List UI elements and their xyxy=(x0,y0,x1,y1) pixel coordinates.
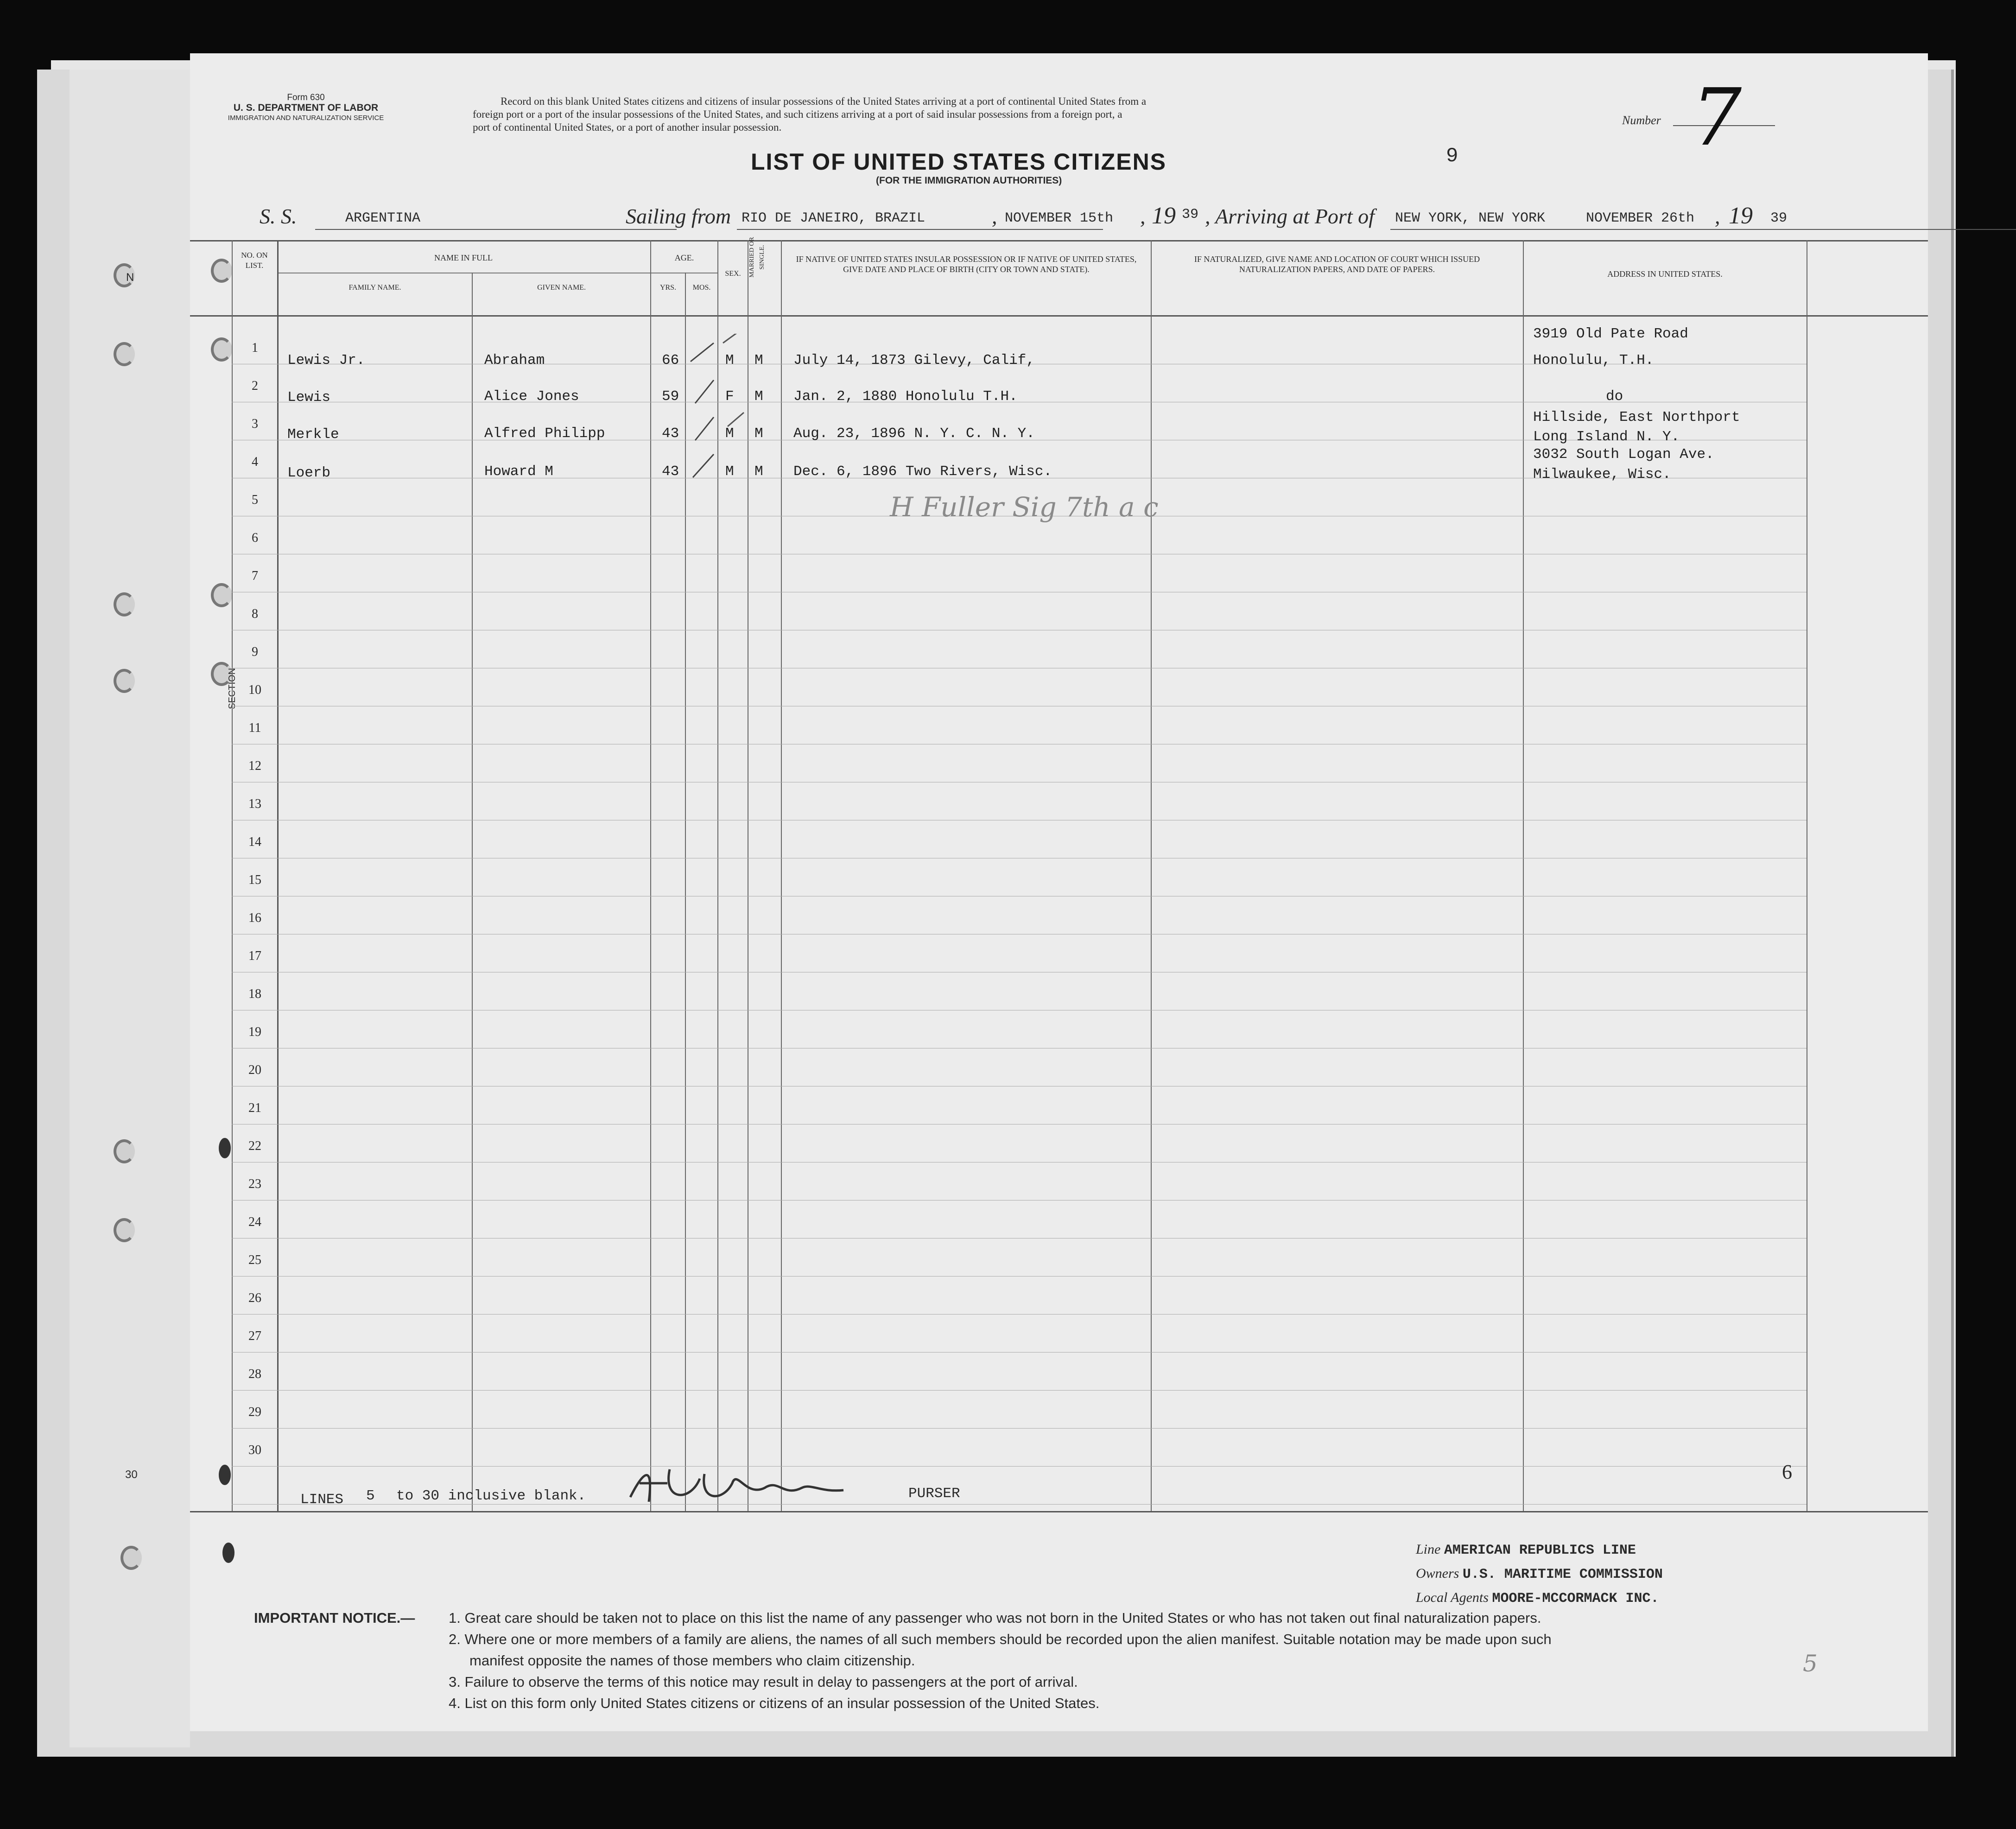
col-header-name: NAME IN FULL xyxy=(434,253,493,262)
row-number: 25 xyxy=(248,1253,261,1267)
col-divider xyxy=(232,240,233,1511)
row-number: 24 xyxy=(248,1215,261,1229)
ruled-line xyxy=(232,1314,1807,1315)
purser-label: PURSER xyxy=(908,1486,960,1502)
ruled-line xyxy=(232,1352,1807,1353)
row-number: 5 xyxy=(252,493,258,507)
binder-hole-icon xyxy=(114,1139,135,1163)
instructions-line: foreign port or a port of the insular possessions of the United States, and such citizens arriving at a port of said insular possessions from a foreign port, a xyxy=(473,108,1122,120)
sex: M xyxy=(725,352,734,368)
col-divider xyxy=(781,240,782,1511)
row-number: 7 xyxy=(252,569,258,583)
ss-label: S. S. xyxy=(260,204,297,228)
departure-date: NOVEMBER 15th xyxy=(1005,210,1114,226)
header-bottom-border xyxy=(190,315,1928,317)
col-header-no: NO. ON LIST. xyxy=(241,251,268,270)
margin-mark-n: N xyxy=(126,271,134,284)
year-prefix: 19 xyxy=(1729,203,1753,229)
marital-status: M xyxy=(754,464,763,480)
arriving-label: , Arriving at Port of xyxy=(1205,204,1375,228)
tick-marks xyxy=(686,334,751,482)
row-number: 29 xyxy=(248,1405,261,1419)
department: U. S. DEPARTMENT OF LABOR xyxy=(233,102,379,113)
age-years: 43 xyxy=(662,425,679,442)
departure-year: 39 xyxy=(1182,207,1199,222)
row-number: 14 xyxy=(248,835,261,849)
row-number: 20 xyxy=(248,1063,261,1077)
binder-hole-icon xyxy=(211,583,232,607)
row-number: 19 xyxy=(248,1025,261,1039)
row-number: 16 xyxy=(248,911,261,925)
row-number: 10 xyxy=(248,683,261,697)
underline xyxy=(737,229,1103,230)
given-name: Alice Jones xyxy=(484,388,579,405)
binder-hole-icon xyxy=(114,1218,135,1242)
sex: M xyxy=(725,464,734,480)
col-header-address: ADDRESS IN UNITED STATES. xyxy=(1607,269,1723,279)
col-divider xyxy=(472,273,473,1511)
col-divider xyxy=(1523,240,1524,1511)
birth-info: Aug. 23, 1896 N. Y. C. N. Y. xyxy=(793,425,1035,442)
binder-hole-icon xyxy=(114,342,135,366)
line-owners-block xyxy=(1416,1538,1663,1610)
row-number: 11 xyxy=(248,721,261,735)
pencil-annotation: H Fuller Sig 7th a c xyxy=(890,491,1159,523)
binder-hole-icon xyxy=(114,669,135,693)
col-header-age: AGE. xyxy=(674,253,694,262)
instructions xyxy=(473,95,1553,134)
line-value: AMERICAN REPUBLICS LINE xyxy=(1444,1543,1636,1558)
address-line: 3032 South Logan Ave. xyxy=(1533,446,1714,463)
row-number: 21 xyxy=(248,1101,261,1115)
row-number: 2 xyxy=(252,379,258,393)
binder-strip xyxy=(70,70,190,1747)
table-bottom-border xyxy=(190,1511,1928,1512)
notice-item: 2. Where one or more members of a family are aliens, the names of all such members should be recorded upon the alien manifest. Suitable notation may be made upon such xyxy=(449,1631,1552,1647)
family-name: Lewis xyxy=(287,389,331,406)
col-header-birth: IF NATIVE OF UNITED STATES INSULAR POSSESSION OR IF NATIVE OF UNITED STATES, GIVE DATE AND PLACE OF BIRTH (CITY OR TOWN AND STATE). xyxy=(796,254,1137,274)
row-number: 8 xyxy=(252,607,258,621)
service: IMMIGRATION AND NATURALIZATION SERVICE xyxy=(228,114,384,122)
row-number: 3 xyxy=(252,417,258,431)
purser-signature xyxy=(626,1460,848,1511)
row-number: 17 xyxy=(248,949,261,963)
row-number: 18 xyxy=(248,987,261,1001)
year-prefix: 19 xyxy=(1152,203,1176,229)
table-top-border xyxy=(190,240,1928,241)
blank-lines-from: 5 xyxy=(366,1488,375,1504)
given-name: Alfred Philipp xyxy=(484,425,605,442)
sex: M xyxy=(725,425,734,442)
row-number: 28 xyxy=(248,1367,261,1381)
page-six-mark: 6 xyxy=(1782,1461,1792,1483)
ship-name: ARGENTINA xyxy=(345,210,421,226)
blank-lines-text: to 30 inclusive blank. xyxy=(396,1488,586,1504)
family-name: Loerb xyxy=(287,465,331,481)
line-label: Line xyxy=(1416,1542,1441,1557)
marital-status: M xyxy=(754,352,763,368)
address-line: 3919 Old Pate Road xyxy=(1533,326,1688,342)
pencil-mark: 5 xyxy=(1803,1650,1818,1677)
col-header-given: GIVEN NAME. xyxy=(537,284,586,292)
row-number: 1 xyxy=(252,341,258,355)
local-agents-value: MOORE-MCCORMACK INC. xyxy=(1492,1591,1659,1607)
col-divider xyxy=(277,240,279,1511)
arrival-date: NOVEMBER 26th xyxy=(1586,210,1695,226)
page-title: LIST OF UNITED STATES CITIZENS xyxy=(751,149,1167,175)
row-number: 30 xyxy=(248,1443,261,1457)
side-stamp: SECTION xyxy=(227,668,237,709)
row-number: 9 xyxy=(252,645,258,659)
row-number: 12 xyxy=(248,759,261,773)
owners-label: Owners xyxy=(1416,1566,1459,1581)
underline xyxy=(315,229,677,230)
sex: F xyxy=(725,388,734,405)
ruled-line xyxy=(232,1466,1807,1467)
col-divider xyxy=(1151,240,1152,1511)
given-name: Howard M xyxy=(484,464,553,480)
row-number: 26 xyxy=(248,1291,261,1305)
family-name: Lewis Jr. xyxy=(287,352,365,368)
sailing-label: Sailing from xyxy=(626,204,731,228)
row-number: 4 xyxy=(252,455,258,469)
instructions-line: port of continental United States, or a port of another insular possession. xyxy=(473,121,782,133)
row-number: 15 xyxy=(248,873,261,887)
marital-status: M xyxy=(754,425,763,442)
address-line: Honolulu, T.H. xyxy=(1533,352,1654,368)
arrival-port: NEW YORK, NEW YORK xyxy=(1395,210,1546,226)
family-name: Merkle xyxy=(287,426,339,443)
binder-hole-icon xyxy=(211,259,232,283)
row-number: 22 xyxy=(248,1139,261,1153)
arrival-year: 39 xyxy=(1770,210,1788,226)
address-line: Milwaukee, Wisc. xyxy=(1533,466,1671,483)
birth-info: Dec. 6, 1896 Two Rivers, Wisc. xyxy=(793,464,1052,480)
number-label: Number xyxy=(1622,114,1661,127)
birth-info: July 14, 1873 Gilevy, Calif, xyxy=(793,352,1035,368)
voyage-line: S. S. ARGENTINA Sailing from RIO DE JANEIRO, BRAZIL , NOVEMBER 15th , 19 39 , Arriving at Port of NEW YORK, NEW YORK NOVEMBER 26th , 19 39 xyxy=(260,204,1789,232)
marital-status: M xyxy=(754,388,763,405)
notice-item: 3. Failure to observe the terms of this notice may result in delay to passengers at the port of arrival. xyxy=(449,1674,1078,1690)
col-header-sex: SEX. xyxy=(725,270,741,278)
age-years: 59 xyxy=(662,388,679,405)
instructions-line: Record on this blank United States citizens and citizens of insular possessions of the United States arriving at a port of continental United States from a xyxy=(501,95,1147,107)
ruled-line xyxy=(232,1504,1807,1505)
notice-item: 4. List on this form only United States citizens or citizens of an insular possession of the United States. xyxy=(449,1695,1100,1711)
col-divider xyxy=(650,240,651,1511)
form-number: Form 630 xyxy=(287,93,325,102)
notice-item: 1. Great care should be taken not to place on this list the name of any passenger who was not born in the United States or who has not taken out final naturalization papers. xyxy=(449,1610,1541,1626)
binder-hole-icon xyxy=(120,1546,142,1570)
notice-item: manifest opposite the names of those members who claim citizenship. xyxy=(469,1652,915,1669)
address-line: do xyxy=(1606,388,1623,405)
blank-lines-label: LINES xyxy=(300,1492,344,1508)
ruled-line xyxy=(232,1390,1807,1391)
binder-hole-icon xyxy=(222,1543,235,1563)
departure-port: RIO DE JANEIRO, BRAZIL xyxy=(742,210,926,226)
page-number: 9 xyxy=(1446,145,1458,168)
owners-value: U.S. MARITIME COMMISSION xyxy=(1462,1567,1663,1582)
age-years: 43 xyxy=(662,464,679,480)
page-subtitle: (FOR THE IMMIGRATION AUTHORITIES) xyxy=(876,175,1062,186)
binder-hole-icon xyxy=(219,1465,231,1485)
col-header-naturalized: IF NATURALIZED, GIVE NAME AND LOCATION OF COURT WHICH ISSUED NATURALIZATION PAPERS, AND DATE OF PAPERS. xyxy=(1194,254,1480,274)
list-number: 7 xyxy=(1692,72,1742,164)
col-header-married: MARRIED OR SINGLE. xyxy=(748,237,766,278)
ruled-line xyxy=(232,1428,1807,1429)
row-number: 27 xyxy=(248,1329,261,1343)
col-header-family: FAMILY NAME. xyxy=(349,284,401,292)
margin-mark-30: 30 xyxy=(125,1468,138,1481)
row-number: 13 xyxy=(248,797,261,811)
address-line: Hillside, East Northport xyxy=(1533,409,1740,425)
age-years: 66 xyxy=(662,352,679,368)
binder-hole-icon xyxy=(114,592,135,616)
manifest-page xyxy=(190,53,1928,1731)
given-name: Abraham xyxy=(484,352,545,368)
underline xyxy=(1390,229,2016,230)
row-number: 6 xyxy=(252,531,258,545)
col-header-mos: MOS. xyxy=(692,284,711,292)
binder-hole-icon xyxy=(211,337,232,362)
row-number: 23 xyxy=(248,1177,261,1191)
form-header xyxy=(213,93,399,123)
address-line: Long Island N. Y. xyxy=(1533,429,1680,445)
col-header-yrs: YRS. xyxy=(659,284,677,292)
notice-heading: IMPORTANT NOTICE.— xyxy=(254,1610,415,1626)
birth-info: Jan. 2, 1880 Honolulu T.H. xyxy=(793,388,1018,405)
local-agents-label: Local Agents xyxy=(1416,1590,1489,1605)
binder-hole-icon xyxy=(219,1138,231,1158)
